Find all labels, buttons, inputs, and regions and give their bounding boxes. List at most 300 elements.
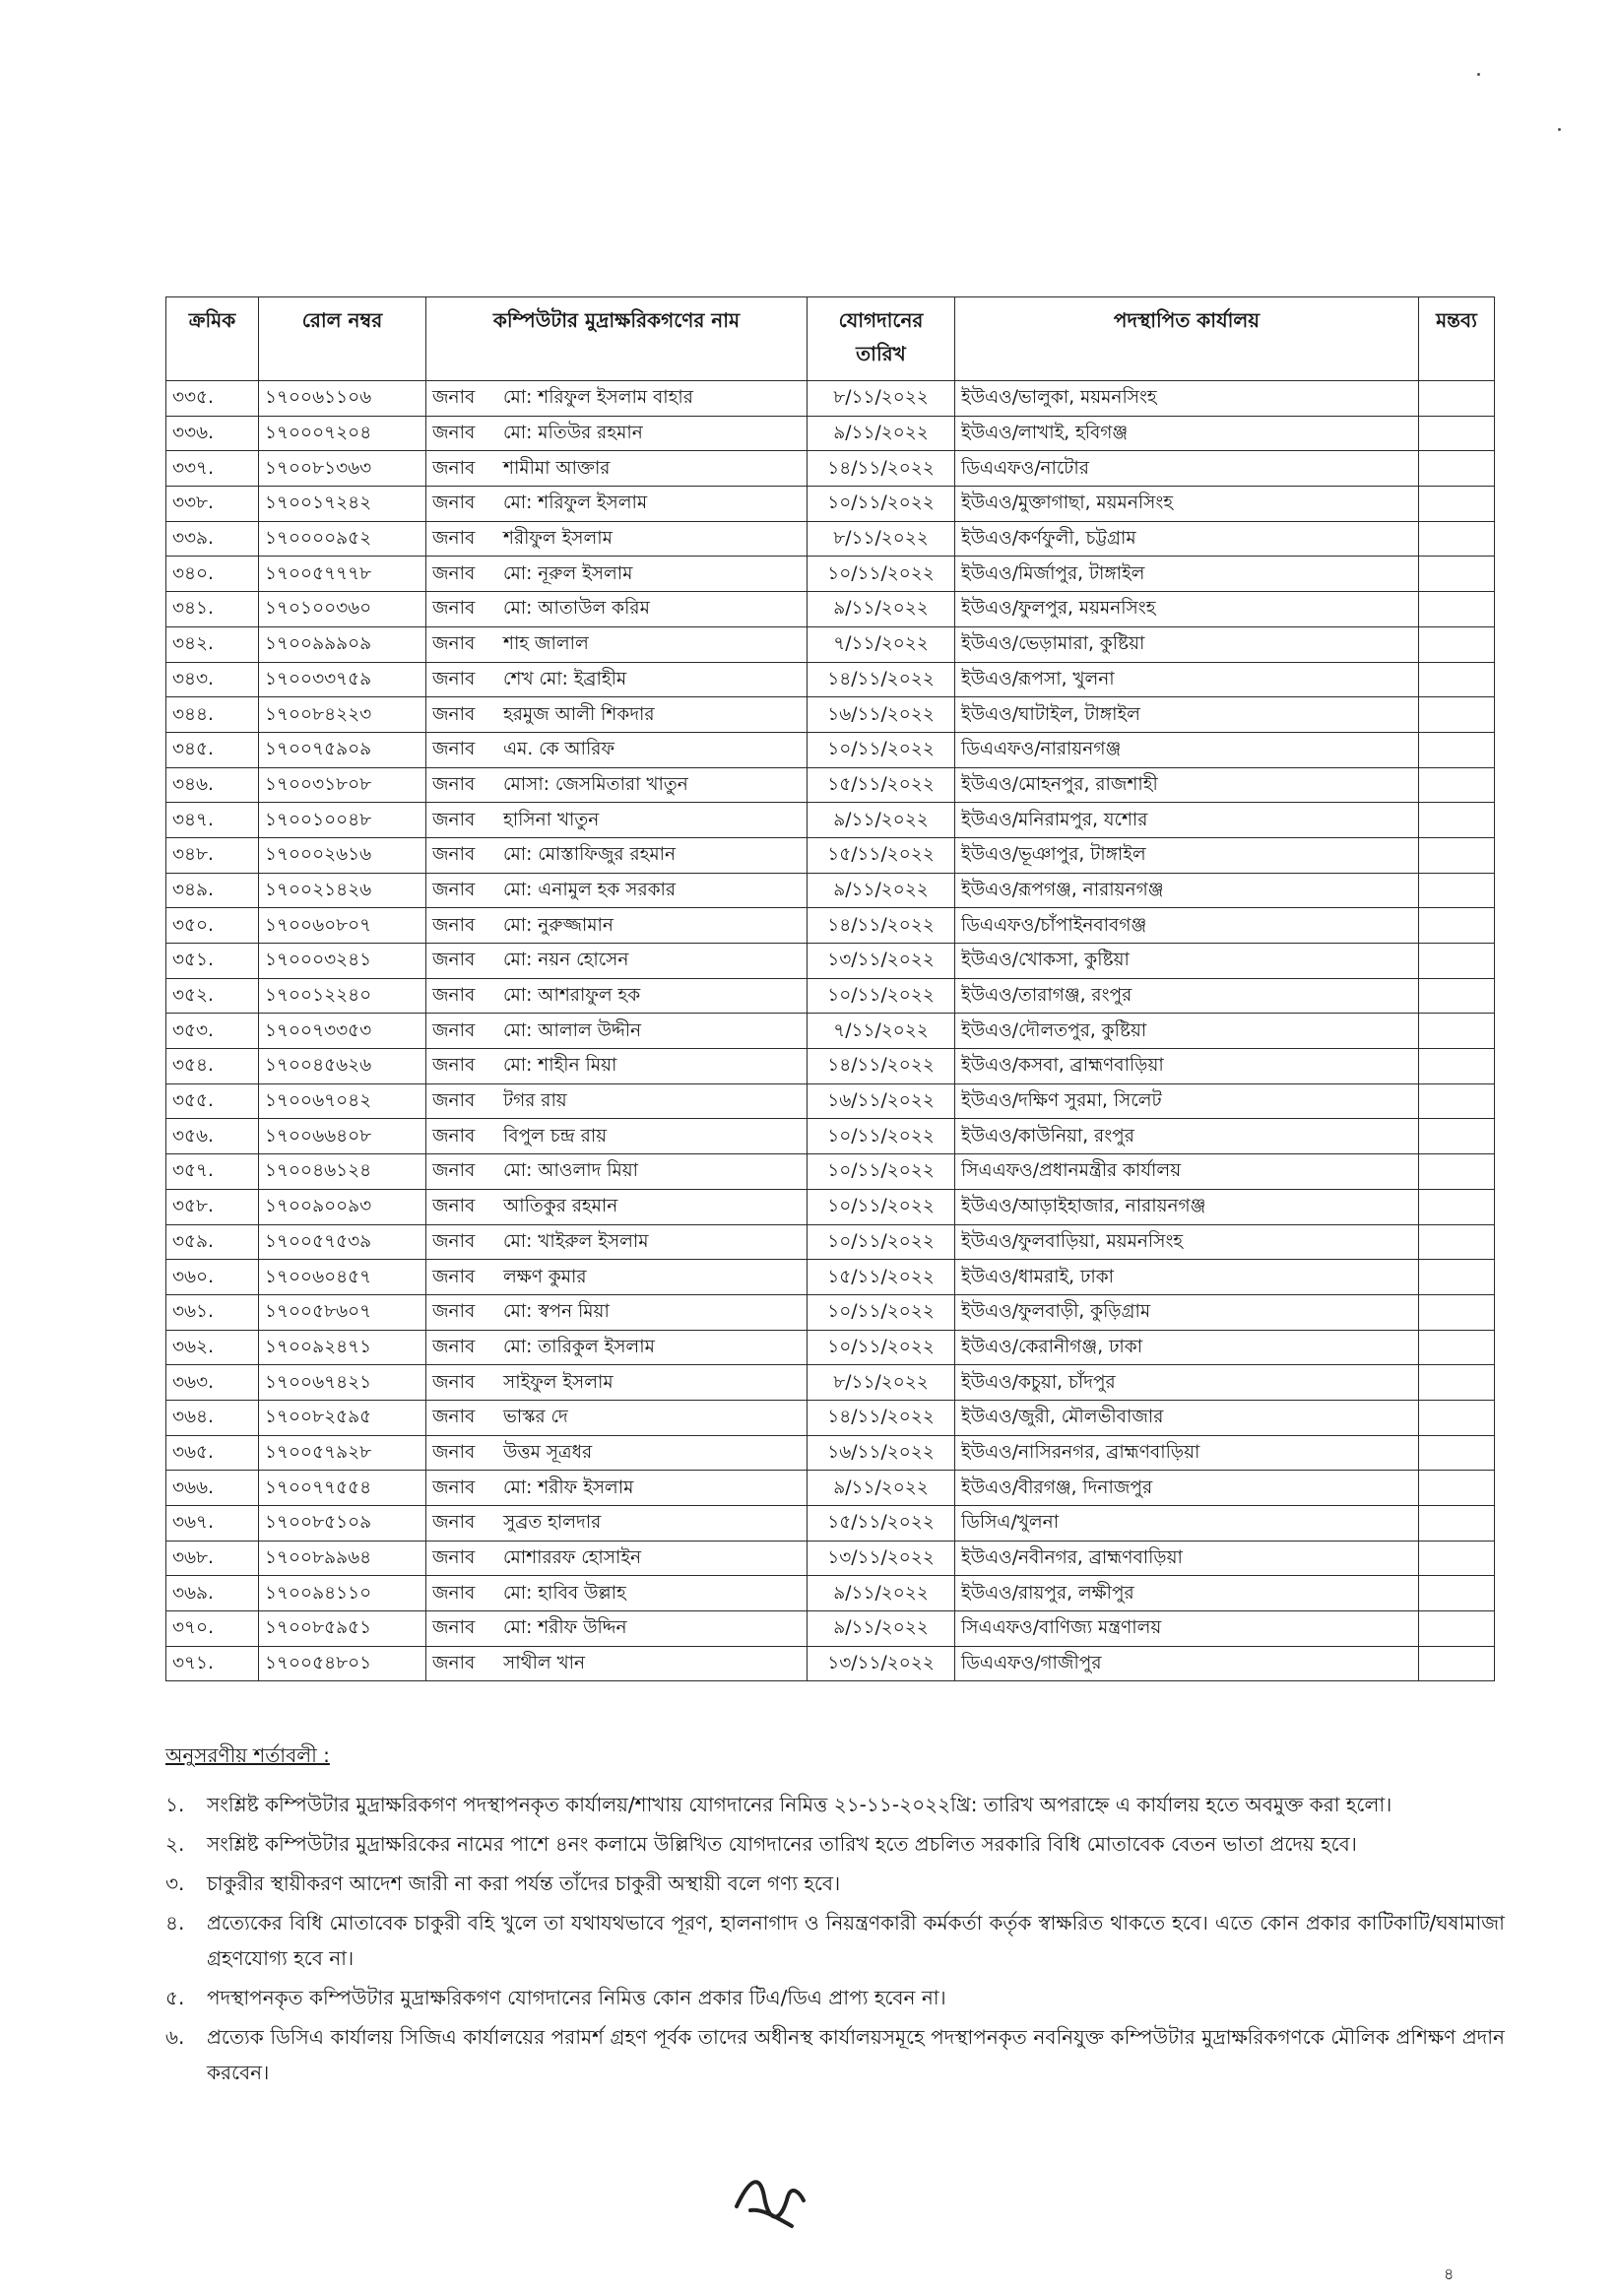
roll-cell: ১৭০০৯৯৯০৯ [259, 626, 426, 662]
office-cell: ইউএও/মনিরামপুর, যশোর [955, 803, 1419, 838]
table-row [166, 978, 1495, 1014]
serial-cell: ৩৩৮. [166, 487, 259, 522]
office-cell: ইউএও/কর্ণফুলী, চট্টগ্রাম [955, 521, 1419, 557]
remarks-cell [1419, 1646, 1495, 1681]
remarks-cell [1419, 1400, 1495, 1435]
honorific: জনাব [432, 1512, 476, 1534]
remarks-cell [1419, 1471, 1495, 1506]
office-cell: ইউএও/দক্ষিণ সুরমা, সিলেট [955, 1083, 1419, 1119]
person-name: মো: তারিকুল ইসলাম [503, 1336, 655, 1357]
roll-cell: ১৭০০৪৬১২৪ [259, 1154, 426, 1190]
date-cell: ৯/১১/২০২২ [808, 592, 955, 627]
roll-cell: ১৭০০১০০৪৮ [259, 803, 426, 838]
name-cell [426, 873, 808, 908]
date-cell: ১৫/১১/২০২২ [808, 1506, 955, 1542]
table-row [166, 1260, 1495, 1295]
person-name: সুব্রত হালদার [503, 1512, 602, 1534]
table-row [166, 1576, 1495, 1611]
honorific: জনাব [432, 1407, 476, 1428]
serial-cell: ৩৫৮. [166, 1189, 259, 1224]
condition-number: ৪. [165, 1911, 185, 1935]
header-office: পদস্থাপিত কার্যালয় [955, 297, 1419, 381]
person-name: শেখ মো: ইব্রাহীম [503, 668, 627, 689]
office-cell: ইউএও/নবীনগর, ব্রাহ্মণবাড়িয়া [955, 1541, 1419, 1576]
name-cell [426, 1224, 808, 1260]
table-row [166, 1083, 1495, 1119]
condition-number: ৩. [165, 1871, 185, 1895]
remarks-cell [1419, 1049, 1495, 1084]
person-name: মো: নয়ন হোসেন [503, 950, 629, 971]
header-name: কম্পিউটার মুদ্রাক্ষরিকগণের নাম [426, 297, 808, 381]
date-cell: ১৩/১১/২০২২ [808, 944, 955, 979]
remarks-cell [1419, 944, 1495, 979]
honorific: জনাব [432, 773, 476, 795]
header-date: যোগদানের তারিখ [808, 297, 955, 381]
name-cell [426, 1119, 808, 1154]
serial-cell: ৩৪৮. [166, 837, 259, 873]
roll-cell: ১৭০০০৭২০৪ [259, 416, 426, 451]
remarks-cell [1419, 1330, 1495, 1365]
remarks-cell [1419, 1119, 1495, 1154]
remarks-cell [1419, 626, 1495, 662]
honorific: জনাব [432, 1301, 476, 1323]
date-cell: ১৪/১১/২০২২ [808, 451, 955, 487]
date-cell: ১৪/১১/২০২২ [808, 908, 955, 944]
serial-cell: ৩৬৩. [166, 1365, 259, 1401]
person-name: মো: শরীফ ইসলাম [503, 1476, 634, 1498]
remarks-cell [1419, 1083, 1495, 1119]
office-cell: ইউএও/ঘাটাইল, টাঙ্গাইল [955, 697, 1419, 733]
office-cell: ইউএও/আড়াইহাজার, নারায়নগঞ্জ [955, 1189, 1419, 1224]
office-cell: ইউএও/রায়পুর, লক্ষীপুর [955, 1576, 1419, 1611]
honorific: জনাব [432, 457, 476, 479]
name-cell [426, 1400, 808, 1435]
date-cell: ১০/১১/২০২২ [808, 732, 955, 767]
person-name: হরমুজ আলী শিকদার [503, 703, 655, 725]
name-cell [426, 944, 808, 979]
person-name: মো: আশরাফুল হক [503, 985, 641, 1007]
condition-text: প্রত্যেকের বিধি মোতাবেক চাকুরী বহি খুলে তা যথাযথভাবে পূরণ, হালনাগাদ ও নিয়ন্ত্রণকারী কর্মকর্তা কর্তৃক স্বাক্ষরিত থাকতে হবে। এতে কোন প্রকার কাটিকাটি/ঘষামাজা গ্রহণযোগ্য হবে না। [207, 1911, 1505, 1970]
name-cell [426, 697, 808, 733]
office-cell: সিএএফও/প্রধানমন্ত্রীর কার্যালয় [955, 1154, 1419, 1190]
name-cell [426, 592, 808, 627]
person-name: মো: মতিউর রহমান [503, 423, 643, 444]
person-name: বিপুল চন্দ্র রায় [503, 1125, 608, 1147]
serial-cell: ৩৬৫. [166, 1435, 259, 1471]
honorific: জনাব [432, 1617, 476, 1639]
table-row [166, 1224, 1495, 1260]
honorific: জনাব [432, 668, 476, 689]
roll-cell: ১৭০০৪৫৬২৬ [259, 1049, 426, 1084]
person-name: উত্তম সূত্রধর [503, 1441, 593, 1463]
condition-text: প্রত্যেক ডিসিএ কার্যালয় সিজিএ কার্যালয়ের পরামর্শ গ্রহণ পূর্বক তাদের অধীনস্থ কার্যালয়সমূহে পদস্থাপনকৃত নবনিযুক্ত কম্পিউটার মুদ্রাক্ষরিকগণকে মৌলিক প্রশিক্ষণ প্রদান করবেন। [207, 2025, 1505, 2084]
name-cell [426, 908, 808, 944]
roll-cell: ১৭০০৮১৩৬৩ [259, 451, 426, 487]
remarks-cell [1419, 697, 1495, 733]
table-row [166, 381, 1495, 417]
office-cell: ইউএও/বীরগঞ্জ, দিনাজপুর [955, 1471, 1419, 1506]
office-cell: ইউএও/ধামরাই, ঢাকা [955, 1260, 1419, 1295]
condition-text: সংশ্লিষ্ট কম্পিউটার মুদ্রাক্ষরিকের নামের পাশে ৪নং কলামে উল্লিখিত যোগদানের তারিখ হতে প্রচলিত সরকারি বিধি মোতাবেক বেতন ভাতা প্রদেয় হবে। [207, 1832, 1357, 1856]
office-cell: ইউএও/ফুলবাড়িয়া, ময়মনসিংহ [955, 1224, 1419, 1260]
remarks-cell [1419, 521, 1495, 557]
serial-cell: ৩৫৪. [166, 1049, 259, 1084]
person-name: মো: নূরুল ইসলাম [503, 562, 633, 584]
roll-cell: ১৭০০৬১১০৬ [259, 381, 426, 417]
office-cell: ইউএও/মুক্তাগাছা, ময়মনসিংহ [955, 487, 1419, 522]
honorific: জনাব [432, 1125, 476, 1147]
honorific: জনাব [432, 1019, 476, 1041]
office-cell: ইউএও/মির্জাপুর, টাঙ্গাইল [955, 557, 1419, 592]
serial-cell: ৩৫০. [166, 908, 259, 944]
roll-cell: ১৭০০৮৫৯৫১ [259, 1611, 426, 1647]
remarks-cell [1419, 1365, 1495, 1401]
remarks-cell [1419, 1014, 1495, 1049]
honorific: জনাব [432, 914, 476, 936]
honorific: জনাব [432, 1090, 476, 1112]
person-name: এম. কে আরিফ [503, 739, 615, 760]
serial-cell: ৩৩৫. [166, 381, 259, 417]
condition-number: ২. [165, 1832, 185, 1856]
name-cell [426, 1294, 808, 1330]
name-cell [426, 1576, 808, 1611]
condition-text: পদস্থাপনকৃত কম্পিউটার মুদ্রাক্ষরিকগণ যোগদানের নিমিত্ত কোন প্রকার টিএ/ডিএ প্রাপ্য হবেন না। [207, 1986, 946, 2009]
honorific: জনাব [432, 1547, 476, 1569]
person-name: সাইফুল ইসলাম [503, 1371, 614, 1393]
name-cell [426, 1646, 808, 1681]
name-cell [426, 451, 808, 487]
table-row [166, 697, 1495, 733]
name-cell [426, 767, 808, 803]
table-row [166, 1294, 1495, 1330]
table-row [166, 1365, 1495, 1401]
honorific: জনাব [432, 1160, 476, 1182]
table-row [166, 944, 1495, 979]
name-cell [426, 1083, 808, 1119]
honorific: জনাব [432, 1055, 476, 1077]
table-row [166, 837, 1495, 873]
date-cell: ৮/১১/২০২২ [808, 1365, 955, 1401]
remarks-cell [1419, 732, 1495, 767]
honorific: জনাব [432, 703, 476, 725]
page-number: ৪ [1444, 2264, 1455, 2283]
serial-cell: ৩৪৩. [166, 662, 259, 697]
office-cell: ইউএও/কসবা, ব্রাহ্মণবাড়িয়া [955, 1049, 1419, 1084]
honorific: জনাব [432, 879, 476, 900]
remarks-cell [1419, 1189, 1495, 1224]
honorific: জনাব [432, 562, 476, 584]
table-row [166, 1471, 1495, 1506]
office-cell: সিএএফও/বাণিজ্য মন্ত্রণালয় [955, 1611, 1419, 1647]
person-name: আতিকুর রহমান [503, 1196, 618, 1217]
office-cell: ইউএও/রূপগঞ্জ, নারায়নগঞ্জ [955, 873, 1419, 908]
roll-cell: ১৭০০৫৭৫৩৯ [259, 1224, 426, 1260]
date-cell: ৯/১১/২০২২ [808, 1576, 955, 1611]
serial-cell: ৩৪৪. [166, 697, 259, 733]
scan-speck [1558, 128, 1561, 131]
table-row [166, 803, 1495, 838]
serial-cell: ৩৬৮. [166, 1541, 259, 1576]
person-name: মো: মোস্তাফিজুর রহমান [503, 844, 677, 866]
name-cell [426, 381, 808, 417]
office-cell: ইউএও/খোকসা, কুষ্টিয়া [955, 944, 1419, 979]
honorific: জনাব [432, 844, 476, 866]
table-row [166, 557, 1495, 592]
roll-cell: ১৭০০৬৭৪২১ [259, 1365, 426, 1401]
person-name: মো: শরীফ উদ্দিন [503, 1617, 627, 1639]
table-row [166, 1541, 1495, 1576]
person-name: মো: আওলাদ মিয়া [503, 1160, 639, 1182]
person-name: হাসিনা খাতুন [503, 809, 600, 830]
serial-cell: ৩৭০. [166, 1611, 259, 1647]
table-row [166, 732, 1495, 767]
posting-table [165, 296, 1495, 1681]
name-cell [426, 1471, 808, 1506]
remarks-cell [1419, 873, 1495, 908]
person-name: মো: এনামুল হক সরকার [503, 879, 677, 900]
date-cell: ১০/১১/২০২২ [808, 1154, 955, 1190]
person-name: শামীমা আক্তার [503, 457, 611, 479]
office-cell: ইউএও/ভালুকা, ময়মনসিংহ [955, 381, 1419, 417]
remarks-cell [1419, 381, 1495, 417]
header-serial: ক্রমিক [166, 297, 259, 381]
table-header-row [166, 297, 1495, 381]
roll-cell: ১৭০০৯২৪৭১ [259, 1330, 426, 1365]
person-name: মোসা: জেসমিতারা খাতুন [503, 773, 688, 795]
roll-cell: ১৭০০৮৯৯৬৪ [259, 1541, 426, 1576]
condition-item [165, 1866, 1505, 1901]
conditions-list [165, 1787, 1505, 2090]
serial-cell: ৩৪৯. [166, 873, 259, 908]
serial-cell: ৩৪৫. [166, 732, 259, 767]
office-cell: ইউএও/ফুলপুর, ময়মনসিংহ [955, 592, 1419, 627]
person-name: মো: খাইরুল ইসলাম [503, 1230, 649, 1252]
serial-cell: ৩৬৯. [166, 1576, 259, 1611]
remarks-cell [1419, 487, 1495, 522]
honorific: জনাব [432, 739, 476, 760]
date-cell: ১৬/১১/২০২২ [808, 1083, 955, 1119]
condition-text: সংশ্লিষ্ট কম্পিউটার মুদ্রাক্ষরিকগণ পদস্থাপনকৃত কার্যালয়/শাখায় যোগদানের নিমিত্ত ২১-১১-২০২২খ্রি: তারিখ অপরাহ্নে এ কার্যালয় হতে অবমুক্ত করা হলো। [207, 1793, 1392, 1816]
serial-cell: ৩৪৭. [166, 803, 259, 838]
honorific: জনাব [432, 1653, 476, 1674]
date-cell: ৯/১১/২০২২ [808, 803, 955, 838]
name-cell [426, 1189, 808, 1224]
serial-cell: ৩৩৭. [166, 451, 259, 487]
remarks-cell [1419, 767, 1495, 803]
remarks-cell [1419, 1611, 1495, 1647]
conditions-section [165, 1738, 1505, 2094]
name-cell [426, 1260, 808, 1295]
name-cell [426, 803, 808, 838]
conditions-title: অনুসরণীয় শর্তাবলী : [165, 1743, 330, 1767]
honorific: জনাব [432, 1266, 476, 1287]
table-row [166, 662, 1495, 697]
date-cell: ১০/১১/২০২২ [808, 1224, 955, 1260]
serial-cell: ৩৫৭. [166, 1154, 259, 1190]
person-name: মো: আলাল উদ্দীন [503, 1019, 642, 1041]
honorific: জনাব [432, 528, 476, 550]
serial-cell: ৩৪৬. [166, 767, 259, 803]
name-cell [426, 1365, 808, 1401]
name-cell [426, 557, 808, 592]
remarks-cell [1419, 557, 1495, 592]
name-cell [426, 662, 808, 697]
roll-cell: ১৭০০১৭২৪২ [259, 487, 426, 522]
table-row [166, 1049, 1495, 1084]
date-cell: ৯/১১/২০২২ [808, 416, 955, 451]
person-name: টগর রায় [503, 1090, 567, 1112]
remarks-cell [1419, 1294, 1495, 1330]
honorific: জনাব [432, 1441, 476, 1463]
date-cell: ১৫/১১/২০২২ [808, 837, 955, 873]
date-cell: ১০/১১/২০২২ [808, 557, 955, 592]
office-cell: ইউএও/জুরী, মৌলভীবাজার [955, 1400, 1419, 1435]
roll-cell: ১৭০০৫৭৯২৮ [259, 1435, 426, 1471]
date-cell: ১৩/১১/২০২২ [808, 1541, 955, 1576]
table-row [166, 592, 1495, 627]
serial-cell: ৩৩৯. [166, 521, 259, 557]
condition-item [165, 1905, 1505, 1976]
office-cell: ইউএও/দৌলতপুর, কুষ্টিয়া [955, 1014, 1419, 1049]
office-cell: ইউএও/কেরানীগঞ্জ, ঢাকা [955, 1330, 1419, 1365]
name-cell [426, 837, 808, 873]
serial-cell: ৩৪০. [166, 557, 259, 592]
roll-cell: ১৭০০৫৮৬০৭ [259, 1294, 426, 1330]
remarks-cell [1419, 1435, 1495, 1471]
honorific: জনাব [432, 1476, 476, 1498]
table-row [166, 908, 1495, 944]
office-cell: ইউএও/মোহনপুর, রাজশাহী [955, 767, 1419, 803]
honorific: জনাব [432, 985, 476, 1007]
date-cell: ১০/১১/২০২২ [808, 1330, 955, 1365]
person-name: মো: শাহীন মিয়া [503, 1055, 617, 1077]
person-name: মো: হাবিব উল্লাহ [503, 1582, 626, 1604]
roll-cell: ১৭০০৩৩৭৫৯ [259, 662, 426, 697]
date-cell: ১০/১১/২০২২ [808, 487, 955, 522]
remarks-cell [1419, 1541, 1495, 1576]
serial-cell: ৩৪১. [166, 592, 259, 627]
name-cell [426, 1049, 808, 1084]
name-cell [426, 978, 808, 1014]
roll-cell: ১৭০০৭৭৫৫৪ [259, 1471, 426, 1506]
name-cell [426, 487, 808, 522]
serial-cell: ৩৫২. [166, 978, 259, 1014]
table-row [166, 1611, 1495, 1647]
roll-cell: ১৭০০৬৬৪০৮ [259, 1119, 426, 1154]
office-cell: ডিএএফও/চাঁপাইনবাবগঞ্জ [955, 908, 1419, 944]
date-cell: ১০/১১/২০২২ [808, 1294, 955, 1330]
honorific: জনাব [432, 1582, 476, 1604]
honorific: জনাব [432, 950, 476, 971]
remarks-cell [1419, 908, 1495, 944]
date-cell: ১৩/১১/২০২২ [808, 1646, 955, 1681]
roll-cell: ১৭০০৯০০৯৩ [259, 1189, 426, 1224]
table-row [166, 416, 1495, 451]
person-name: মো: আতাউল করিম [503, 598, 650, 620]
honorific: জনাব [432, 1230, 476, 1252]
table-row [166, 873, 1495, 908]
office-cell: ইউএও/ফুলবাড়ী, কুড়িগ্রাম [955, 1294, 1419, 1330]
condition-number: ৬. [165, 2025, 185, 2049]
date-cell: ৮/১১/২০২২ [808, 381, 955, 417]
roll-cell: ১৭০০৬০৮০৭ [259, 908, 426, 944]
remarks-cell [1419, 416, 1495, 451]
table-row [166, 1506, 1495, 1542]
roll-cell: ১৭০০০০৯৫২ [259, 521, 426, 557]
remarks-cell [1419, 1224, 1495, 1260]
name-cell [426, 1435, 808, 1471]
office-cell: ডিসিএ/খুলনা [955, 1506, 1419, 1542]
date-cell: ১৬/১১/২০২২ [808, 697, 955, 733]
table-row [166, 626, 1495, 662]
office-cell: ইউএও/লাখাই, হবিগঞ্জ [955, 416, 1419, 451]
condition-text: চাকুরীর স্থায়ীকরণ আদেশ জারী না করা পর্যন্ত তাঁদের চাকুরী অস্থায়ী বলে গণ্য হবে। [207, 1871, 841, 1895]
serial-cell: ৩৬৭. [166, 1506, 259, 1542]
name-cell [426, 1330, 808, 1365]
condition-item [165, 1980, 1505, 2015]
date-cell: ৮/১১/২০২২ [808, 521, 955, 557]
person-name: মো: নুরুজ্জামান [503, 914, 614, 936]
roll-cell: ১৭০০৩১৮০৮ [259, 767, 426, 803]
name-cell [426, 1541, 808, 1576]
serial-cell: ৩৫৩. [166, 1014, 259, 1049]
condition-item [165, 1826, 1505, 1862]
roll-cell: ১৭০০৭৫৯০৯ [259, 732, 426, 767]
remarks-cell [1419, 803, 1495, 838]
name-cell [426, 1014, 808, 1049]
person-name: সাথীল খান [503, 1653, 586, 1674]
table-row [166, 1646, 1495, 1681]
roll-cell: ১৭০০৬৭০৪২ [259, 1083, 426, 1119]
serial-cell: ৩৬১. [166, 1294, 259, 1330]
name-cell [426, 521, 808, 557]
roll-cell: ১৭০০৭৩৩৫৩ [259, 1014, 426, 1049]
table-row [166, 1119, 1495, 1154]
serial-cell: ৩৫১. [166, 944, 259, 979]
table-body [166, 381, 1495, 1681]
office-cell: ইউএও/কচুয়া, চাঁদপুর [955, 1365, 1419, 1401]
table-row [166, 1400, 1495, 1435]
office-cell: ইউএও/কাউনিয়া, রংপুর [955, 1119, 1419, 1154]
office-cell: ডিএএফও/গাজীপুর [955, 1646, 1419, 1681]
serial-cell: ৩৪২. [166, 626, 259, 662]
roll-cell: ১৭০০৬০৪৫৭ [259, 1260, 426, 1295]
header-remarks: মন্তব্য [1419, 297, 1495, 381]
serial-cell: ৩৬৬. [166, 1471, 259, 1506]
name-cell [426, 732, 808, 767]
roll-cell: ১৭০০৮৫১০৯ [259, 1506, 426, 1542]
remarks-cell [1419, 1506, 1495, 1542]
date-cell: ৯/১১/২০২২ [808, 1611, 955, 1647]
date-cell: ৯/১১/২০২২ [808, 1471, 955, 1506]
table-row [166, 451, 1495, 487]
honorific: জনাব [432, 1336, 476, 1357]
roll-cell: ১৭০০০৩২৪১ [259, 944, 426, 979]
office-cell: ইউএও/নাসিরনগর, ব্রাহ্মণবাড়িয়া [955, 1435, 1419, 1471]
honorific: জনাব [432, 598, 476, 620]
date-cell: ১০/১১/২০২২ [808, 978, 955, 1014]
office-cell: ইউএও/তারাগঞ্জ, রংপুর [955, 978, 1419, 1014]
remarks-cell [1419, 978, 1495, 1014]
serial-cell: ৩৫৬. [166, 1119, 259, 1154]
name-cell [426, 1506, 808, 1542]
date-cell: ১৪/১১/২০২২ [808, 1049, 955, 1084]
serial-cell: ৩৭১. [166, 1646, 259, 1681]
table-row [166, 1014, 1495, 1049]
date-cell: ১৪/১১/২০২২ [808, 662, 955, 697]
person-name: ভাস্কর দে [503, 1407, 568, 1428]
office-cell: ডিএএফও/নারায়নগঞ্জ [955, 732, 1419, 767]
